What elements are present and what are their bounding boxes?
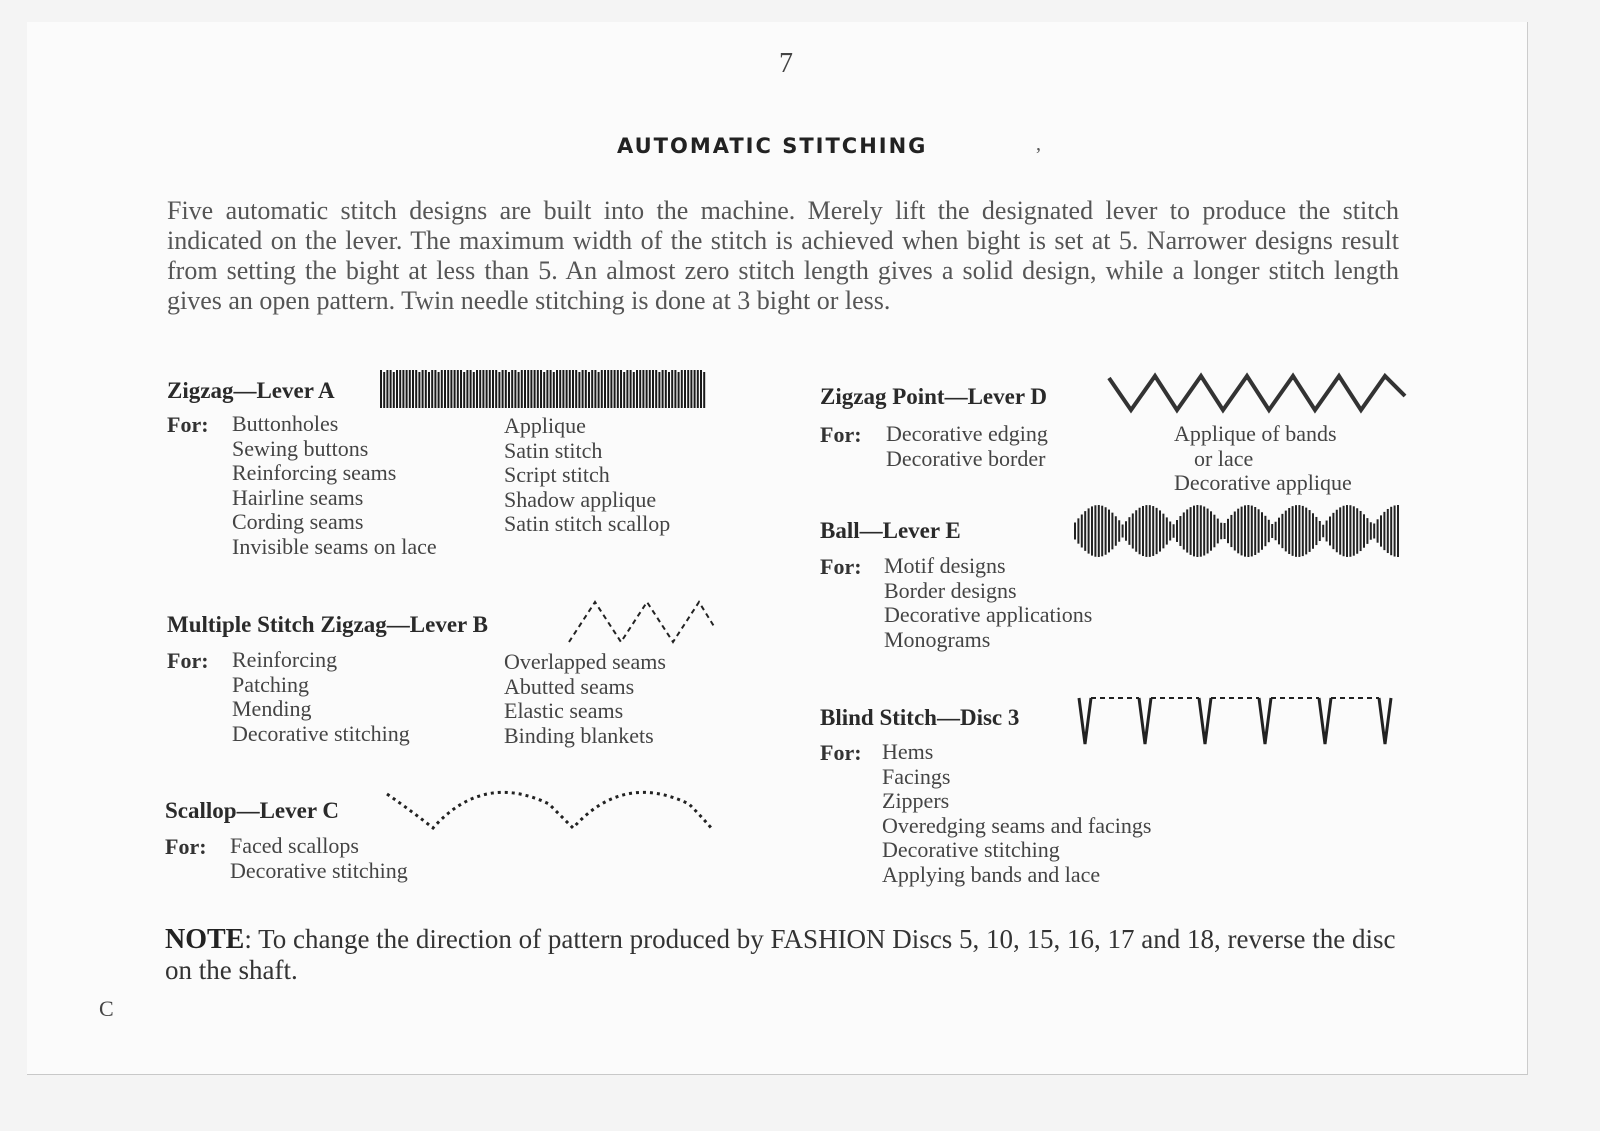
use-item: Decorative stitching xyxy=(882,837,1060,862)
manual-page xyxy=(27,22,1528,1075)
section-scallop xyxy=(165,798,339,824)
use-item: Script stitch xyxy=(504,462,610,487)
use-item: Reinforcing xyxy=(232,647,338,672)
for-label-zigzag: For: xyxy=(167,412,209,437)
use-item: Facings xyxy=(882,763,951,789)
blind-uses-col1 xyxy=(882,740,1151,887)
use-item: Zippers xyxy=(882,788,950,813)
use-item: Satin stitch scallop xyxy=(504,511,671,536)
zigzag-uses-col2 xyxy=(504,414,670,537)
use-item: Abutted seams xyxy=(504,673,635,699)
use-item: Decorative applications xyxy=(884,602,1093,627)
use-item: Elastic seams xyxy=(504,698,624,723)
use-item: Decorative stitching xyxy=(232,720,410,746)
scan-speck: ’ xyxy=(1035,144,1042,166)
for-label-multiple: For: xyxy=(167,648,209,673)
use-item: Binding blankets xyxy=(504,722,654,748)
use-item: Border designs xyxy=(884,577,1017,603)
for-label-ball: For: xyxy=(820,554,862,579)
use-item: Overlapped seams xyxy=(504,649,666,674)
satin-stitch-swatch xyxy=(379,368,709,410)
use-item: Mending xyxy=(232,696,312,721)
use-item: Sewing buttons xyxy=(232,435,369,461)
section-title-multiple: Multiple Stitch Zigzag—Lever B xyxy=(167,612,488,637)
intro-paragraph: Five automatic stitch designs are built into the machine. Merely lift the designated lever to produce the stitch indicated on the lever. The maximum width of the stitch is achieved when bight is set at 5. Narrower designs result from setting the bight at less than 5. An almost zero stitch length gives a solid design, while a longer stitch length gives an open pattern. Twin needle stitching is done at 3 bight or less. xyxy=(167,196,1399,315)
note-text: : To change the direction of pattern produced by FASHION Discs 5, 10, 15, 16, 17 and 18, reverse the disc on the shaft. xyxy=(165,924,1396,985)
use-item: Motif designs xyxy=(884,553,1006,578)
section-title-ball: Ball—Lever E xyxy=(820,518,961,543)
section-title-scallop: Scallop—Lever C xyxy=(165,798,339,823)
scallop-uses-col1 xyxy=(230,834,408,883)
use-item: or lace xyxy=(1194,445,1254,471)
use-item: Overedging seams and facings xyxy=(882,812,1152,838)
note-label: NOTE xyxy=(165,924,245,955)
use-item: Reinforcing seams xyxy=(232,460,397,485)
section-multiple xyxy=(167,612,488,638)
multiple-uses-col1 xyxy=(232,648,410,746)
section-zigzag xyxy=(167,378,335,404)
for-label-scallop: For: xyxy=(165,834,207,859)
for-label-blind: For: xyxy=(820,740,862,765)
use-item: Applique xyxy=(504,413,586,438)
section-title-blind: Blind Stitch—Disc 3 xyxy=(820,705,1020,730)
zigzag-uses-col1 xyxy=(232,412,437,559)
zigzag-point-swatch xyxy=(1107,370,1407,418)
note-paragraph xyxy=(165,924,1405,986)
multiple-zigzag-swatch xyxy=(567,598,717,648)
multiple-uses-col2 xyxy=(504,650,666,748)
use-item: Hairline seams xyxy=(232,484,364,510)
use-item: Decorative stitching xyxy=(230,857,408,883)
use-item: Decorative applique xyxy=(1174,470,1352,495)
use-item: Hems xyxy=(882,739,934,764)
section-ball xyxy=(820,518,961,544)
use-item: Decorative border xyxy=(886,445,1046,471)
use-item: Buttonholes xyxy=(232,411,339,436)
use-item: Patching xyxy=(232,671,309,697)
section-zigzag-point xyxy=(820,384,1047,410)
zigzag-point-uses-col2 xyxy=(1174,422,1352,496)
use-item: Shadow applique xyxy=(504,486,657,512)
ball-uses-col1 xyxy=(884,554,1092,652)
section-title-zigzag-point: Zigzag Point—Lever D xyxy=(820,384,1047,409)
section-blind xyxy=(820,705,1019,731)
zigzag-point-uses-col1 xyxy=(886,422,1048,471)
use-item: Cording seams xyxy=(232,509,364,534)
use-item: Applique of bands xyxy=(1174,421,1337,446)
page-number: 7 xyxy=(779,48,793,79)
ball-stitch-swatch xyxy=(1073,504,1403,558)
use-item: Decorative edging xyxy=(886,421,1048,446)
corner-letter: C xyxy=(99,996,114,1021)
use-item: Faced scallops xyxy=(230,833,359,858)
page-heading: AUTOMATIC STITCHING xyxy=(617,134,928,158)
use-item: Satin stitch xyxy=(504,437,603,463)
section-title-zigzag: Zigzag—Lever A xyxy=(167,378,335,403)
scallop-stitch-swatch xyxy=(383,784,717,836)
use-item: Monograms xyxy=(884,626,991,652)
for-label-zigzag-point: For: xyxy=(820,422,862,447)
use-item: Applying bands and lace xyxy=(882,861,1101,887)
use-item: Invisible seams on lace xyxy=(232,533,437,559)
